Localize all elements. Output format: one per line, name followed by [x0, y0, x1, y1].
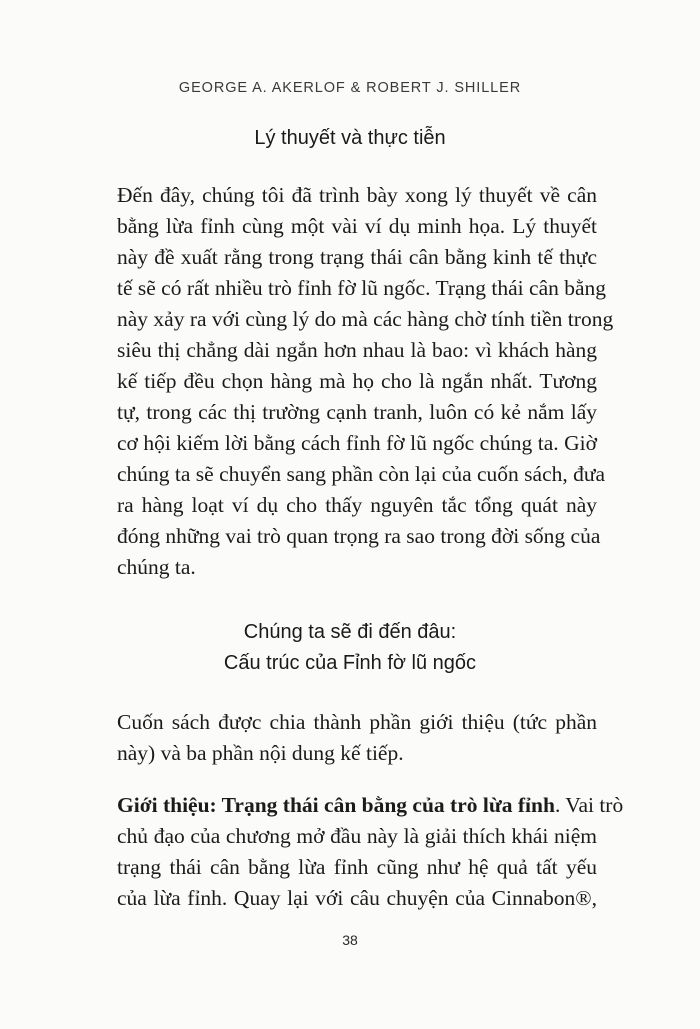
text-line: này xảy ra với cùng lý do mà các hàng chờ tính tiền trong: [117, 307, 614, 331]
text-line: này) và ba phần nội dung kế tiếp.: [117, 741, 404, 765]
section-heading-line2: Cấu trúc của Fỉnh fờ lũ ngốc: [223, 652, 477, 674]
text-line: [117, 790, 624, 821]
page-number: 38: [342, 932, 358, 948]
text-line: kế tiếp đều chọn hàng mà họ cho là ngắn nhất. Tương: [117, 369, 597, 393]
text-line: Cuốn sách được chia thành phần giới thiệu (tức phần: [117, 710, 597, 734]
running-header: GEORGE A. AKERLOF & ROBERT J. SHILLER: [178, 80, 522, 96]
text-run: . Vai trò: [554, 793, 624, 817]
text-line: tế sẽ có rất nhiều trò fỉnh fờ lũ ngốc. Trạng thái cân bằng: [117, 276, 607, 300]
paragraph-book-structure: [117, 707, 597, 769]
bold-run-in-heading: Giới thiệu: Trạng thái cân bằng của trò lừa fỉnh: [117, 793, 555, 817]
text-line: của lừa fỉnh. Quay lại với câu chuyện của Cinnabon®,: [117, 886, 597, 910]
text-line: bằng lừa fỉnh cùng một vài ví dụ minh họa. Lý thuyết: [117, 214, 597, 238]
text-line: đóng những vai trò quan trọng ra sao trong đời sống của: [117, 524, 601, 548]
text-line: này đề xuất rằng trong trạng thái cân bằng kinh tế thực: [117, 245, 597, 269]
text-line: chủ đạo của chương mở đầu này là giải thích khái niệm: [117, 824, 597, 848]
paragraph-theory-practice: [117, 180, 614, 583]
text-line: cơ hội kiếm lời bằng cách fỉnh fờ lũ ngốc chúng ta. Giờ: [117, 431, 597, 455]
section-heading-theory-practice: Lý thuyết và thực tiễn: [254, 127, 446, 149]
text-line: Đến đây, chúng tôi đã trình bày xong lý thuyết về cân: [117, 183, 597, 207]
text-line: ra hàng loạt ví dụ cho thấy nguyên tắc tổng quát này: [117, 493, 597, 517]
text-line: trạng thái cân bằng lừa fỉnh cũng như hệ quả tất yếu: [117, 855, 597, 879]
text-line: chúng ta.: [117, 555, 196, 579]
text-line: siêu thị chẳng dài ngắn hơn nhau là bao: vì khách hàng: [117, 338, 597, 362]
section-heading-line1: Chúng ta sẽ đi đến đâu:: [243, 621, 457, 643]
text-line: chúng ta sẽ chuyển sang phần còn lại của cuốn sách, đưa: [117, 462, 606, 486]
text-line: tự, trong các thị trường cạnh tranh, luôn có kẻ nắm lấy: [117, 400, 597, 424]
paragraph-introduction: [117, 790, 624, 914]
